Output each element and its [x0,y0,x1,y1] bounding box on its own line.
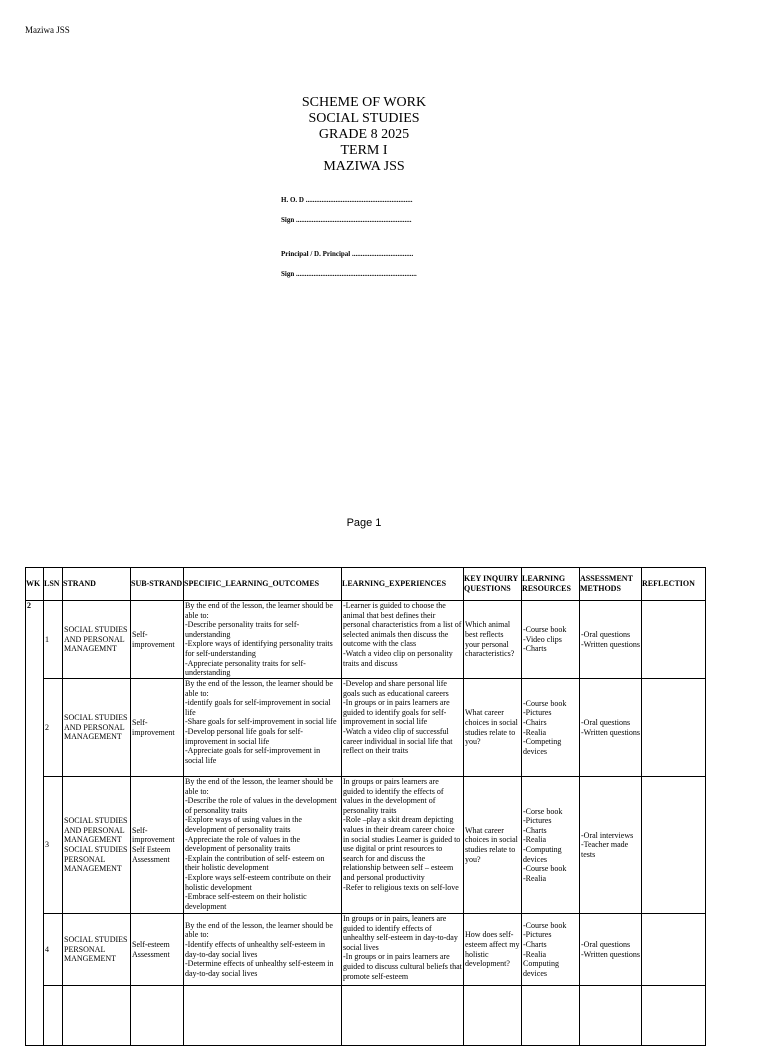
questions-cell: What career choices in social studies relate to you? [464,777,522,914]
title-line: TERM I [340,143,388,158]
hod-line: H. O. D ............................................................. [281,196,413,204]
lsn-cell: 4 [44,914,63,986]
header-wk: WK [26,568,44,601]
substrand-cell: Self-esteem Assessment [131,914,184,986]
document-title [0,95,728,175]
header-substrand: SUB-STRAND [131,568,184,601]
assessment-cell: -Oral interviews -Teacher made tests [580,777,642,914]
substrand-cell: Self-improvement Self Esteem Assessment [131,777,184,914]
substrand-cell: Self-improvement [131,601,184,679]
header-experiences: LEARNING_EXPERIENCES [342,568,464,601]
empty-cell [184,986,342,1046]
outcomes-cell: By the end of the lesson, the learner should be able to: -Describe personality traits for self-understanding -Explore ways of identifying personality traits for self-understanding -Appreciate personality traits for self-understanding [184,601,342,679]
reflection-cell [642,679,706,777]
empty-cell [464,986,522,1046]
table-row [26,601,706,679]
reflection-cell [642,601,706,679]
experiences-cell: In groups or pairs learners are guided to identify the effects of values in the development of personality traits -Role –play a skit dream depicting values in their dream career choice in social studies Learner is guided to use digital or print resources to search for and discuss the relationship between self – esteem and personal productivity -Refer to religious texts on self-love [342,777,464,914]
questions-cell: What career choices in social studies relate to you? [464,679,522,777]
experiences-cell: -Develop and share personal life goals such as educational careers -In groups or in pairs learners are guided to identify goals for self-improvement in social life -Watch a video clip of successful career individual in social life that reflect on their traits [342,679,464,777]
reflection-cell [642,777,706,914]
empty-cell [580,986,642,1046]
header-strand: STRAND [63,568,131,601]
header-assessment: ASSESSMENT METHODS [580,568,642,601]
header-reflection: REFLECTION [642,568,706,601]
empty-cell [44,986,63,1046]
resources-cell: -Course book -Pictures -Chairs -Realia -Competing devices [522,679,580,777]
substrand-cell: Self-improvement [131,679,184,777]
resources-cell: -Course book -Pictures -Charts -Realia Computing devices [522,914,580,986]
assessment-cell: -Oral questions -Written questions [580,601,642,679]
header-resources: LEARNING RESOURCES [522,568,580,601]
table-row [26,679,706,777]
scheme-of-work-table [25,567,706,1046]
title-line: SCHEME OF WORK [301,95,427,110]
principal-line: Principal / D. Principal ................................... [281,250,414,258]
table-row-empty [26,986,706,1046]
empty-cell [522,986,580,1046]
empty-cell [131,986,184,1046]
principal-sign-line: Sign ..................................................................... [281,270,417,278]
page-number: Page 1 [346,517,382,529]
title-line: SOCIAL STUDIES [308,111,420,126]
resources-cell: -Corse book -Pictures -Charts -Realia -Computing devices -Course book -Realia [522,777,580,914]
school-name-header: Maziwa JSS [25,25,70,35]
reflection-cell [642,914,706,986]
empty-cell [642,986,706,1046]
questions-cell: Which animal best reflects your personal characteristics? [464,601,522,679]
title-line: GRADE 8 2025 [318,127,410,142]
table-header-row [26,568,706,601]
strand-cell: SOCIAL STUDIES PERSONAL MANGEMENT [63,914,131,986]
strand-cell: SOCIAL STUDIES AND PERSONAL MANAGEMNT [63,601,131,679]
outcomes-cell: By the end of the lesson, the learner should be able to: -Describe the role of values in the development of personality traits -Explore ways of using values in the development of personality traits -Appreciate the role of values in the development of personality traits -Explain the contribution of self- esteem on their holistic development -Explore ways self-esteem contribute on their holistic development -Embrace self-esteem on their holistic development [184,777,342,914]
lsn-cell: 2 [44,679,63,777]
hod-sign-line: Sign .................................................................. [281,216,412,224]
header-outcomes: SPECIFIC_LEARNING_OUTCOMES [184,568,342,601]
assessment-cell: -Oral questions -Written questions [580,914,642,986]
empty-cell [342,986,464,1046]
resources-cell: -Course book -Video clips -Charts [522,601,580,679]
table-row [26,914,706,986]
table-row [26,777,706,914]
header-questions: KEY INQUIRY QUESTIONS [464,568,522,601]
signature-block [281,196,417,280]
outcomes-cell: By the end of the lesson, the learner should be able to: -Identify effects of unhealthy self-esteem in day-to-day social lives -Determine effects of unhealthy self-esteem in day-to-day social lives [184,914,342,986]
assessment-cell: -Oral questions -Written questions [580,679,642,777]
empty-cell [63,986,131,1046]
header-lsn: LSN [44,568,63,601]
strand-cell: SOCIAL STUDIES AND PERSONAL MANAGEMENT SOCIAL STUDIES PERSONAL MANAGEMENT [63,777,131,914]
questions-cell: How does self-esteem affect my holistic development? [464,914,522,986]
experiences-cell: In groups or in pairs, leaners are guided to identify effects of unhealthy self-esteem in day-to-day social lives -In groups or in pairs learners are guided to discuss cultural beliefs that promote self-esteem [342,914,464,986]
title-line: MAZIWA JSS [323,159,405,174]
outcomes-cell: By the end of the lesson, the learner should be able to: -identify goals for self-improvement in social life -Share goals for self-improvement in social life -Develop personal life goals for self-improvement in social life -Appreciate goals for self-improvement in social life [184,679,342,777]
experiences-cell: -Learner is guided to choose the animal that best defines their personal characteristics from a list of selected animals then discuss the outcome with the class -Watch a video clip on personality traits and discuss [342,601,464,679]
lsn-cell: 1 [44,601,63,679]
strand-cell: SOCIAL STUDIES AND PERSONAL MANAGEMENT [63,679,131,777]
lsn-cell: 3 [44,777,63,914]
week-cell: 2 [26,601,44,1046]
